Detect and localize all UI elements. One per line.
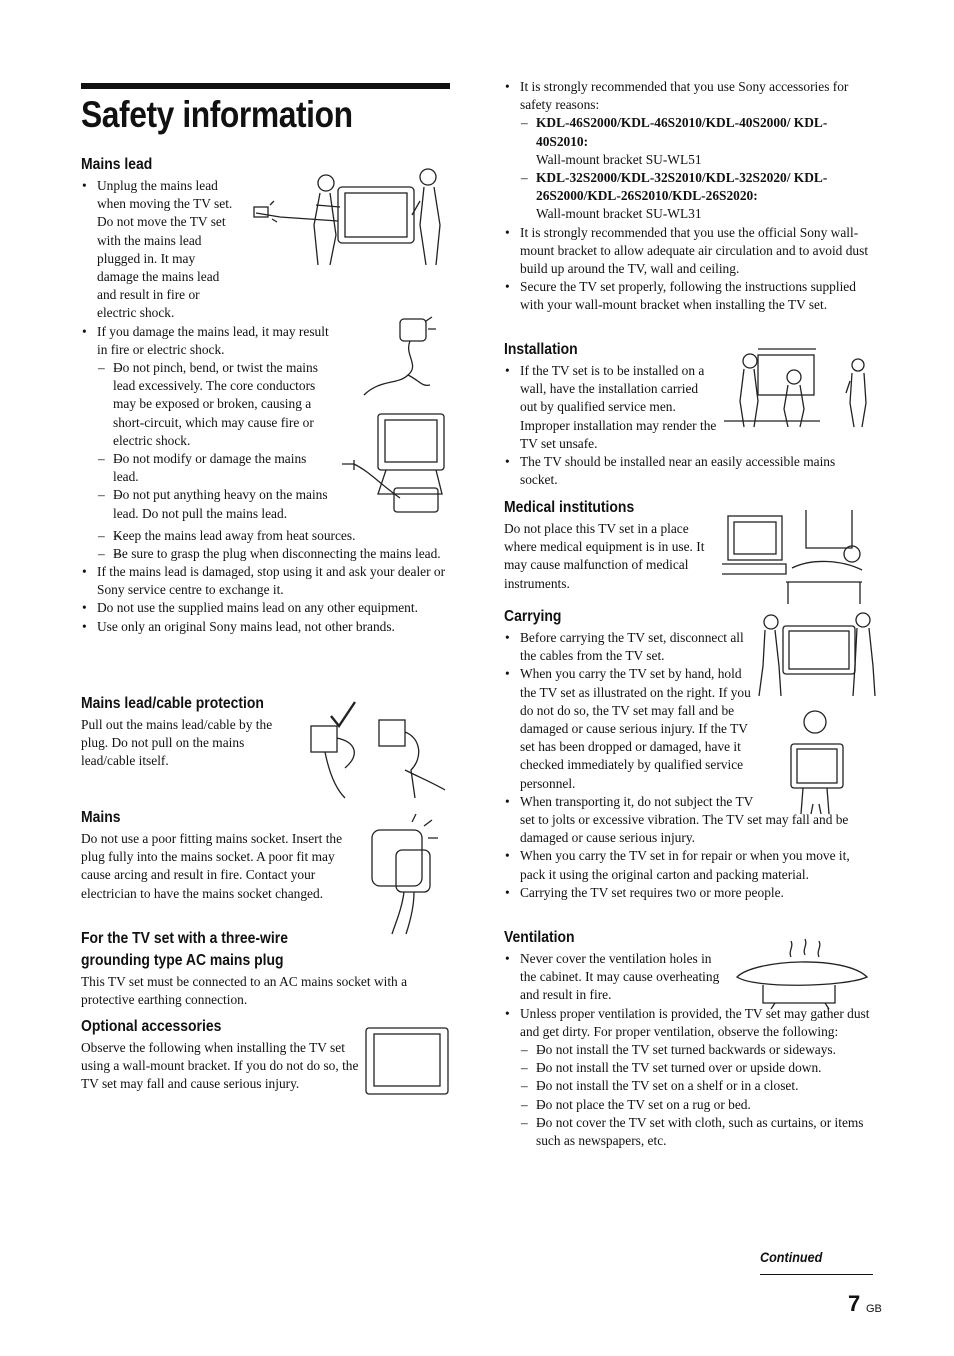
- list-item: – – Do not pinch, bend, or twist the mains lead excessively. The core conductors may be exposed or broken, causing a short-circuit, which may cause fire or electric shock.: [97, 359, 451, 450]
- section-cable-protection: [81, 693, 296, 771]
- heading-optional-accessories: Optional accessories: [81, 1018, 222, 1035]
- heading-installation: Installation: [504, 341, 578, 358]
- page-suffix: GB: [866, 1303, 882, 1315]
- hospital-room-illustration: [722, 508, 872, 608]
- paragraph: Pull out the mains lead/cable by the plug. Do not pull on the mains lead/cable itself.: [81, 717, 273, 769]
- list-item: • Unless proper ventilation is provided, the TV set may gather dust and get dirty. For proper ventilation, observe the following: – – Do not install the TV set turned backwards or sideways. – – Do not install the TV set turned over or upside down. – – Do not install the TV set on a shelf or in a closet. – – Do not place the TV set on a rug or bed. – – Do not cover the TV set with cloth, such as curtains, or items such as newspapers, etc.: [504, 1005, 874, 1151]
- heading-mains: Mains: [81, 809, 121, 826]
- list-item: – – Do not install the TV set on a shelf or in a closet.: [520, 1077, 874, 1095]
- list-item: • Unplug the mains lead when moving the TV set. Do not move the TV set with the mains lead plugged in. It may damage the mains lead and result in fire or electric shock.: [81, 177, 451, 323]
- plug-and-cable-illustration: [360, 315, 440, 400]
- list-item: • Carrying the TV set requires two or more people.: [504, 884, 874, 902]
- heading-mains-lead: Mains lead: [81, 156, 153, 173]
- list-item: – – Be sure to grasp the plug when disconnecting the mains lead.: [97, 545, 451, 563]
- unplug-by-plug-illustration: [305, 698, 447, 803]
- heading-ventilation: Ventilation: [504, 929, 575, 946]
- poor-fitting-socket-illustration: [362, 812, 447, 937]
- list-item: • Do not use the supplied mains lead on any other equipment.: [81, 599, 451, 617]
- paragraph: Do not use a poor fitting mains socket. Insert the plug fully into the mains socket. A poor fit may cause arcing and result in fire. Contact your electrician to have the mains socket changed.: [81, 831, 343, 901]
- list-item: • Before carrying the TV set, disconnect all the cables from the TV set.: [504, 629, 760, 665]
- list-item: – – Do not put anything heavy on the mains lead. Do not pull the mains lead.: [97, 486, 451, 522]
- tv-set-illustration: [364, 1026, 450, 1098]
- list-item: • Never cover the ventilation holes in the cabinet. It may cause overheating and result in fire.: [504, 950, 720, 1005]
- heading-carrying: Carrying: [504, 608, 562, 625]
- list-item: – KDL-46S2000/KDL-46S2010/KDL-40S2000/ KDL-40S2010: Wall-mount bracket SU-WL51: [504, 114, 874, 169]
- heading-three-wire-1: For the TV set with a three-wire: [81, 930, 288, 947]
- list-item: • It is strongly recommended that you use the official Sony wall-mount bracket to allow adequate air circulation and to avoid dust build up around the TV, wall and ceiling.: [504, 224, 874, 279]
- section-sony-accessories: [504, 78, 874, 315]
- list-item: – – Do not install the TV set turned over or upside down.: [520, 1059, 874, 1077]
- two-people-carrying-tv-illustration: [250, 165, 455, 270]
- continued-rule: [760, 1274, 873, 1275]
- paragraph: This TV set must be connected to an AC mains socket with a protective earthing connection.: [81, 974, 408, 1008]
- continued-label: Continued: [760, 1249, 823, 1265]
- list-item: • If the mains lead is damaged, stop using it and ask your dealer or Sony service centre to exchange it.: [81, 563, 451, 599]
- list-item: – – Do not cover the TV set with cloth, such as curtains, or items such as newspapers, etc.: [520, 1114, 874, 1150]
- section-mains: [81, 807, 361, 903]
- title-rule: [81, 83, 450, 89]
- list-item: – KDL-32S2000/KDL-32S2010/KDL-32S2020/ KDL-26S2000/KDL-26S2010/KDL-26S2020: Wall-mount bracket SU-WL31: [504, 169, 874, 224]
- paragraph: Do not place this TV set in a place where medical equipment is in use. It may cause malfunction of medical instruments.: [504, 521, 705, 591]
- list-item: • When transporting it, do not subject the TV set to jolts or excessive vibration. The TV set may fall and be damaged or cause serious injury.: [504, 793, 874, 848]
- list-item: • Secure the TV set properly, following the instructions supplied with your wall-mount bracket when installing the TV set.: [504, 278, 874, 314]
- list-item: • When you carry the TV set by hand, hold the TV set as illustrated on the right. If you do not do so, the TV set may fall and be damaged or cause serious injury. If the TV set has been dropped or damaged, have it checked immediately by qualified service personnel.: [504, 665, 752, 792]
- list-item: • If the TV set is to be installed on a wall, have the installation carried out by qualified service men. Improper installation may render the TV set unsafe.: [504, 362, 718, 453]
- list-item: • When you carry the TV set in for repair or when you move it, pack it using the original carton and packing material.: [504, 847, 874, 883]
- wall-installation-illustration: [722, 347, 877, 432]
- paragraph: Observe the following when installing the TV set using a wall-mount bracket. If you do not do so, the TV set may fall and cause serious injury.: [81, 1040, 359, 1092]
- list-item: – – Keep the mains lead away from heat sources.: [97, 527, 451, 545]
- person-holding-tv-illustration: [785, 708, 850, 816]
- list-item: • Use only an original Sony mains lead, not other brands.: [81, 618, 451, 636]
- list-item: • The TV should be installed near an easily accessible mains socket.: [504, 453, 874, 489]
- two-people-carrying-illustration: [757, 612, 877, 698]
- list-item: • It is strongly recommended that you use Sony accessories for safety reasons: – KDL-46S2000/KDL-46S2010/KDL-40S2000/ KDL-40S2010: Wall-mount bracket SU-WL51 – KDL-32S2000/KDL-32S2010/KDL-32S2020/ KDL-26S2000/KDL-26S2010/KDL-26S2020: Wall-mount bracket SU-WL31: [504, 78, 874, 224]
- tv-on-cable-illustration: [340, 412, 450, 517]
- list-item: • If you damage the mains lead, it may result in fire or electric shock. – – Do not pinch, bend, or twist the mains lead excessively. The core conductors may be exposed or broken, causing a short-circuit, which may cause fire or electric shock. – – Do not modify or damage the mains lead. – – Do not put anything heavy on the mains lead. Do not pull the mains lead. – – Keep the mains lead away from heat sources. – – Be sure to grasp the plug when disconnecting the mains lead.: [81, 323, 451, 563]
- page-title: Safety information: [81, 94, 353, 135]
- list-item: – – Do not modify or damage the mains lead.: [97, 450, 451, 486]
- heading-cable-protection: Mains lead/cable protection: [81, 695, 264, 712]
- list-item: – – Do not install the TV set turned backwards or sideways.: [520, 1041, 874, 1059]
- list-item: – – Do not place the TV set on a rug or bed.: [520, 1096, 874, 1114]
- heading-medical: Medical institutions: [504, 499, 635, 516]
- page-number: 7: [848, 1291, 861, 1316]
- section-medical: [504, 497, 716, 593]
- heading-three-wire-2: grounding type AC mains plug: [81, 952, 284, 969]
- covered-tv-illustration: [735, 937, 870, 1012]
- section-optional-accessories: [81, 1016, 361, 1094]
- section-three-wire: [81, 928, 451, 1009]
